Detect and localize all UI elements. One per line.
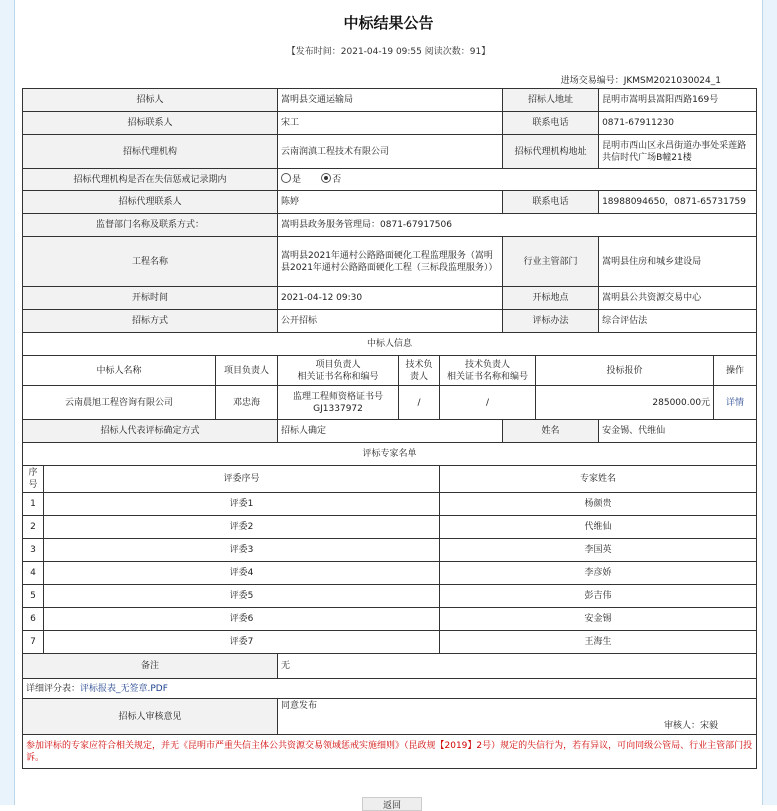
expert-seq: 评委2 <box>44 516 440 539</box>
supervisor-label: 监督部门名称及联系方式： <box>23 214 278 237</box>
expert-name-header: 专家姓名 <box>440 466 757 493</box>
tech-cert: / <box>440 386 536 420</box>
expert-no: 2 <box>23 516 44 539</box>
expert-no: 3 <box>23 539 44 562</box>
expert-no: 1 <box>23 493 44 516</box>
score-sheet-label: 详细评分表： <box>26 683 81 694</box>
industry-value: 嵩明县住房和城乡建设局 <box>599 237 757 287</box>
phone-value: 0871-67911230 <box>599 112 757 135</box>
expert-seq: 评委4 <box>44 562 440 585</box>
tenderer-label: 招标人 <box>23 89 278 112</box>
publish-meta: 【发布时间：2021-04-19 09:55 阅读次数：91】 <box>286 47 491 57</box>
tech-header: 技术负责人 <box>399 356 440 386</box>
industry-label: 行业主管部门 <box>503 237 599 287</box>
rep-name-value: 安金锡、代维仙 <box>599 420 757 443</box>
expert-row <box>23 631 757 654</box>
winner-name-header: 中标人名称 <box>23 356 216 386</box>
agency-contact-value: 陈婷 <box>278 191 503 214</box>
price-header: 投标报价 <box>536 356 714 386</box>
open-time-label: 开标时间 <box>23 287 278 310</box>
radio-no-icon[interactable] <box>321 173 331 183</box>
tender-method-value: 公开招标 <box>278 310 503 333</box>
left-margin <box>0 0 15 805</box>
radio-yes-icon[interactable] <box>281 173 291 183</box>
agency-address-label: 招标代理机构地址 <box>503 135 599 169</box>
agency-phone-label: 联系电话 <box>503 191 599 214</box>
tech-cert-header: 技术负责人 相关证书名称和编号 <box>440 356 536 386</box>
pm-cert: 监理工程师资格证书号 GJ1337972 <box>278 386 399 420</box>
right-scrollbar[interactable] <box>762 0 777 805</box>
page-title: 中标结果公告 <box>343 14 434 32</box>
expert-no-header: 序号 <box>23 466 44 493</box>
tech-name: / <box>399 386 440 420</box>
expert-name: 李彦娇 <box>440 562 757 585</box>
winner-name: 云南晨旭工程咨询有限公司 <box>23 386 216 420</box>
project-label: 工程名称 <box>23 237 278 287</box>
credit-label: 招标代理机构是否在失信惩戒记录期内 <box>23 169 278 191</box>
expert-no: 4 <box>23 562 44 585</box>
rep-method-label: 招标人代表评标确定方式 <box>23 420 278 443</box>
experts-section-title: 评标专家名单 <box>23 443 757 466</box>
rep-method-value: 招标人确定 <box>278 420 503 443</box>
expert-row <box>23 585 757 608</box>
contact-value: 宋工 <box>278 112 503 135</box>
agency-value: 云南润滇工程技术有限公司 <box>278 135 503 169</box>
tender-method-label: 招标方式 <box>23 310 278 333</box>
op-header: 操作 <box>714 356 757 386</box>
expert-seq: 评委3 <box>44 539 440 562</box>
review-label: 招标人审核意见 <box>23 699 278 735</box>
pm-header: 项目负责人 <box>216 356 278 386</box>
review-opinion: 同意发布 <box>281 701 318 711</box>
contact-label: 招标联系人 <box>23 112 278 135</box>
agency-phone-value: 18988094650，0871-65731759 <box>599 191 757 214</box>
pm-cert-header: 项目负责人 相关证书名称和编号 <box>278 356 399 386</box>
tenderer-address-value: 昆明市嵩明县嵩阳西路169号 <box>599 89 757 112</box>
detail-link[interactable]: 详情 <box>714 386 757 420</box>
reviewer: 审核人：宋毅 <box>664 721 719 731</box>
remark-value: 无 <box>278 654 757 679</box>
expert-seq: 评委7 <box>44 631 440 654</box>
expert-row <box>23 539 757 562</box>
expert-name: 彭吉伟 <box>440 585 757 608</box>
expert-seq-header: 评委序号 <box>44 466 440 493</box>
open-time-value: 2021-04-12 09:30 <box>278 287 503 310</box>
evaluation-method-label: 评标办法 <box>503 310 599 333</box>
back-button[interactable]: 返回 <box>362 797 422 811</box>
expert-seq: 评委1 <box>44 493 440 516</box>
pm-name: 邓忠海 <box>216 386 278 420</box>
bid-price: 285000.00元 <box>536 386 714 420</box>
open-place-label: 开标地点 <box>503 287 599 310</box>
radio-yes-label: 是 <box>292 175 302 185</box>
expert-seq: 评委5 <box>44 585 440 608</box>
expert-no: 7 <box>23 631 44 654</box>
agency-address-value: 昆明市西山区永昌街道办事处采莲路共信时代广场B幢21楼 <box>599 135 757 169</box>
score-sheet-row <box>23 679 757 699</box>
phone-label: 联系电话 <box>503 112 599 135</box>
expert-row <box>23 493 757 516</box>
review-cell <box>278 699 757 735</box>
remark-label: 备注 <box>23 654 278 679</box>
expert-row <box>23 562 757 585</box>
expert-name: 杨颜贵 <box>440 493 757 516</box>
winner-section-title: 中标人信息 <box>23 333 757 356</box>
complaint-notice: 参加评标的专家应符合相关规定，并无《昆明市严重失信主体公共资源交易领域惩戒实施细则》（昆政规【2019】2号）规定的失信行为，若有异议，可向同级公管局、行业主管部门投诉。 <box>23 735 757 769</box>
trade-code: 进场交易编号：JKMSM2021030024_1 <box>560 76 721 86</box>
supervisor-value: 嵩明县政务服务管理局：0871-67917506 <box>278 214 757 237</box>
expert-name: 安金锡 <box>440 608 757 631</box>
expert-no: 6 <box>23 608 44 631</box>
agency-contact-label: 招标代理联系人 <box>23 191 278 214</box>
expert-name: 李国英 <box>440 539 757 562</box>
result-table <box>22 88 757 769</box>
expert-seq: 评委6 <box>44 608 440 631</box>
tenderer-address-label: 招标人地址 <box>503 89 599 112</box>
tenderer-value: 嵩明县交通运输局 <box>278 89 503 112</box>
credit-options <box>278 169 757 191</box>
agency-label: 招标代理机构 <box>23 135 278 169</box>
expert-name: 王海生 <box>440 631 757 654</box>
open-place-value: 嵩明县公共资源交易中心 <box>599 287 757 310</box>
score-sheet-link[interactable]: 评标报表_无签章.PDF <box>80 683 168 694</box>
expert-row <box>23 516 757 539</box>
radio-no-label: 否 <box>332 175 342 185</box>
evaluation-method-value: 综合评估法 <box>599 310 757 333</box>
expert-no: 5 <box>23 585 44 608</box>
project-value: 嵩明县2021年通村公路路面硬化工程监理服务（嵩明县2021年通村公路路面硬化工程（三标段监理服务）） <box>278 237 503 287</box>
expert-name: 代维仙 <box>440 516 757 539</box>
expert-row <box>23 608 757 631</box>
rep-name-label: 姓名 <box>503 420 599 443</box>
